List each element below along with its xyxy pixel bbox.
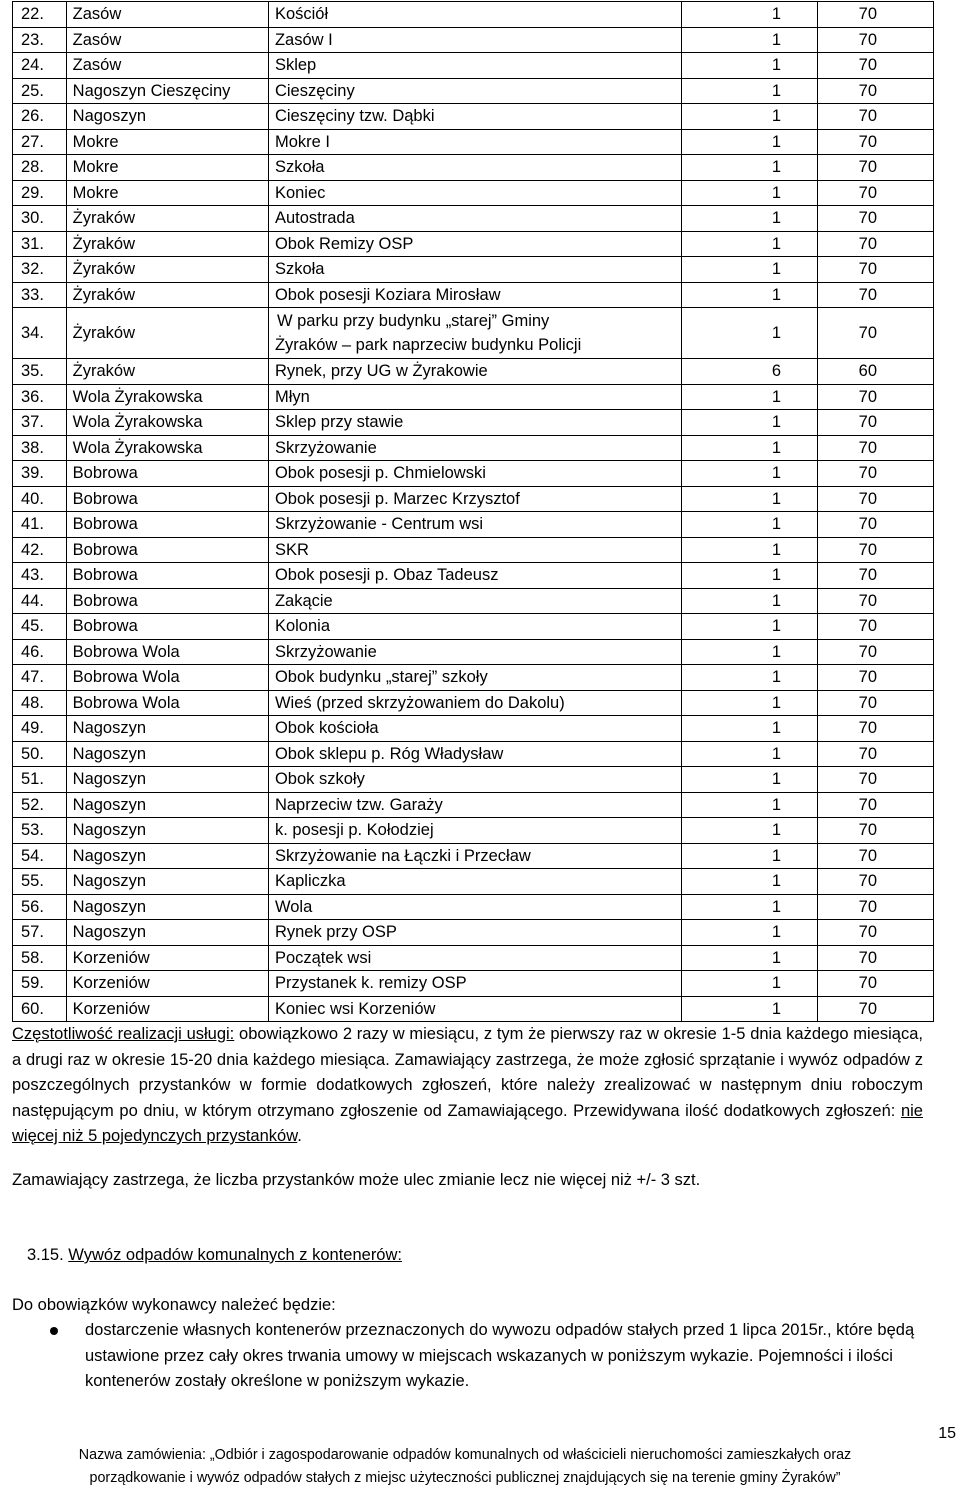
row-number: 53. [13,818,67,844]
row-number: 42. [13,537,67,563]
row-locality: Nagoszyn [66,104,268,130]
row-locality: Zasów [66,53,268,79]
row-stop-location: Początek wsi [268,945,681,971]
row-count: 1 [681,53,817,79]
frequency-text: obowiązkowo 2 razy w miesiącu, z tym że pierwszy raz w okresie 1-5 dnia każdego miesiąca, a drugi raz w okresie 15-20 dnia każdego miesiąca. Zamawiający zastrzega, że może zgłosić sprzątanie i wywóz odpadów z poszczególnych przystanków w formie dodatkowych zgłoszeń, które należy zrealizować w następnym dniu roboczym następującym po dniu, w którym otrzymano zgłoszenie od Zamawiającego. Przewidywana ilość dodatkowych zgłoszeń: [12,1025,923,1120]
section-number: 3.15. [27,1246,64,1264]
table-row [13,588,934,614]
table-row [13,486,934,512]
row-count: 1 [681,588,817,614]
row-number: 50. [13,741,67,767]
table-row [13,129,934,155]
row-stop-location: Obok sklepu p. Róg Władysław [268,741,681,767]
table-row [13,741,934,767]
row-number: 57. [13,920,67,946]
row-count: 1 [681,231,817,257]
table-row [13,231,934,257]
row-distance: 70 [818,945,934,971]
row-count: 1 [681,920,817,946]
row-locality: Mokre [66,155,268,181]
row-stop-location: Skrzyżowanie - Centrum wsi [268,512,681,538]
row-count: 6 [681,359,817,385]
row-locality: Zasów [66,2,268,28]
row-stop-location: Szkoła [268,155,681,181]
frequency-end: . [297,1127,302,1145]
row-locality: Korzeniów [66,945,268,971]
row-stop-location: Autostrada [268,206,681,232]
row-distance: 70 [818,920,934,946]
row-locality: Bobrowa Wola [66,690,268,716]
bus-stops-table [12,1,934,1022]
table-row [13,78,934,104]
row-count: 1 [681,537,817,563]
row-distance: 70 [818,537,934,563]
row-locality: Żyraków [66,359,268,385]
row-locality: Bobrowa [66,588,268,614]
page-number: 15 [938,1425,956,1442]
row-distance: 70 [818,384,934,410]
row-number: 36. [13,384,67,410]
row-distance: 70 [818,741,934,767]
row-distance: 70 [818,257,934,283]
row-distance: 70 [818,206,934,232]
table-row [13,2,934,28]
row-number: 59. [13,971,67,997]
row-locality: Żyraków [66,231,268,257]
table-row [13,537,934,563]
table-row [13,512,934,538]
row-locality: Bobrowa [66,537,268,563]
row-stop-location: Koniec [268,180,681,206]
row-stop-location: Obok posesji Koziara Mirosław [268,282,681,308]
row-locality: Korzeniów [66,971,268,997]
row-count: 1 [681,690,817,716]
table-row [13,410,934,436]
row-locality: Żyraków [66,257,268,283]
row-distance: 70 [818,129,934,155]
row-number: 23. [13,27,67,53]
row-distance: 70 [818,665,934,691]
row-locality: Wola Żyrakowska [66,384,268,410]
table-row [13,384,934,410]
row-stop-location: Zakącie [268,588,681,614]
row-stop-location: Obok posesji p. Obaz Tadeusz [268,563,681,589]
table-row [13,818,934,844]
row-count: 1 [681,2,817,28]
row-locality: Nagoszyn [66,894,268,920]
row-number: 47. [13,665,67,691]
table-row [13,767,934,793]
row-distance: 70 [818,818,934,844]
row-stop-location: Rynek, przy UG w Żyrakowie [268,359,681,385]
row-locality: Wola Żyrakowska [66,435,268,461]
table-row [13,104,934,130]
row-number: 25. [13,78,67,104]
table-row [13,920,934,946]
row-stop-location: Obok posesji p. Marzec Krzysztof [268,486,681,512]
row-count: 1 [681,563,817,589]
row-locality: Bobrowa [66,614,268,640]
duties-list [12,1318,924,1395]
row-number: 39. [13,461,67,487]
table-row [13,639,934,665]
footer-line-1: Nazwa zamówienia: „Odbiór i zagospodarowanie odpadów komunalnych od właścicieli nieruchomości zamieszkałych oraz [78,1447,852,1463]
row-locality: Zasów [66,27,268,53]
row-count: 1 [681,410,817,436]
row-locality: Bobrowa Wola [66,639,268,665]
row-distance: 70 [818,767,934,793]
row-distance: 60 [818,359,934,385]
table-row [13,359,934,385]
row-distance: 70 [818,639,934,665]
row-number: 52. [13,792,67,818]
row-count: 1 [681,512,817,538]
row-number: 48. [13,690,67,716]
row-locality: Mokre [66,129,268,155]
row-count: 1 [681,665,817,691]
table-row [13,435,934,461]
row-stop-location: Zasów I [268,27,681,53]
row-number: 41. [13,512,67,538]
row-stop-location [268,308,681,359]
row-locality: Nagoszyn [66,792,268,818]
row-locality: Nagoszyn [66,741,268,767]
row-count: 1 [681,767,817,793]
row-number: 30. [13,206,67,232]
row-distance: 70 [818,588,934,614]
row-count: 1 [681,435,817,461]
table-row [13,716,934,742]
row-locality: Żyraków [66,206,268,232]
row-number: 35. [13,359,67,385]
row-stop-location: Sklep przy stawie [268,410,681,436]
row-number: 51. [13,767,67,793]
row-locality: Bobrowa Wola [66,665,268,691]
row-number: 49. [13,716,67,742]
table-row [13,665,934,691]
row-number: 38. [13,435,67,461]
row-number: 37. [13,410,67,436]
table-row [13,206,934,232]
stops-change-note: Zamawiający zastrzega, że liczba przystanków może ulec zmianie lecz nie więcej niż +/- 3 szt. [12,1171,701,1189]
row-distance: 70 [818,53,934,79]
row-distance: 70 [818,869,934,895]
row-number: 45. [13,614,67,640]
row-stop-location: Obok Remizy OSP [268,231,681,257]
row-number: 56. [13,894,67,920]
row-stop-location: Wola [268,894,681,920]
duty-text: dostarczenie własnych kontenerów przeznaczonych do wywozu odpadów stałych przed 1 lipca 2015r., które będą ustawione przez cały okres trwania umowy w miejscach wskazanych w poniższym wykazie. Pojemności i ilości kontenerów zostały określone w poniższym wykazie. [85,1321,915,1390]
row-count: 1 [681,78,817,104]
row-stop-line-2: Żyraków – park naprzeciw budynku Policji [274,336,582,354]
row-stop-location: Obok budynku „starej” szkoły [268,665,681,691]
row-number: 58. [13,945,67,971]
row-locality: Nagoszyn [66,716,268,742]
row-distance: 70 [818,971,934,997]
row-count: 1 [681,384,817,410]
row-count: 1 [681,894,817,920]
row-stop-location: Skrzyżowanie [268,639,681,665]
row-count: 1 [681,818,817,844]
row-stop-location: Obok posesji p. Chmielowski [268,461,681,487]
table-row [13,894,934,920]
row-locality: Bobrowa [66,486,268,512]
row-count: 1 [681,155,817,181]
row-locality: Żyraków [66,308,268,359]
table-row [13,563,934,589]
row-stop-location: Naprzeciw tzw. Garaży [268,792,681,818]
row-distance: 70 [818,792,934,818]
row-locality: Bobrowa [66,512,268,538]
row-stop-location: Obok kościoła [268,716,681,742]
row-locality: Nagoszyn [66,869,268,895]
row-count: 1 [681,843,817,869]
row-count: 1 [681,792,817,818]
footer-line-2: porządkowanie i wywóz odpadów stałych z miejsc użyteczności publicznej znajdujących się na terenie gminy Żyraków” [89,1470,841,1486]
row-stop-location: Cieszęciny tzw. Dąbki [268,104,681,130]
table-row [13,792,934,818]
row-distance: 70 [818,843,934,869]
row-distance: 70 [818,231,934,257]
table-row [13,945,934,971]
table-row [13,843,934,869]
table-row [13,282,934,308]
row-number: 31. [13,231,67,257]
row-stop-line-1: W parku przy budynku „starej” Gminy [276,312,550,330]
row-distance: 70 [818,690,934,716]
additional-requests-limit: nie więcej niż 5 pojedynczych przystanków [12,1101,923,1145]
table-row [13,53,934,79]
row-count: 1 [681,869,817,895]
row-number: 26. [13,104,67,130]
row-locality: Nagoszyn [66,920,268,946]
row-stop-location: Młyn [268,384,681,410]
row-number: 27. [13,129,67,155]
row-distance: 70 [818,410,934,436]
row-count: 1 [681,461,817,487]
row-number: 34. [13,308,67,359]
row-number: 33. [13,282,67,308]
row-count: 1 [681,945,817,971]
row-count: 1 [681,27,817,53]
table-row [13,869,934,895]
footer [0,1444,930,1490]
row-distance: 70 [818,996,934,1022]
row-count: 1 [681,180,817,206]
row-count: 1 [681,639,817,665]
row-stop-location: SKR [268,537,681,563]
frequency-paragraph [12,1022,923,1150]
row-count: 1 [681,308,817,359]
row-distance: 70 [818,282,934,308]
row-count: 1 [681,257,817,283]
frequency-label: Częstotliwość realizacji usługi: [12,1025,235,1043]
row-distance: 70 [818,78,934,104]
row-number: 44. [13,588,67,614]
row-number: 55. [13,869,67,895]
row-locality: Wola Żyrakowska [66,410,268,436]
table-row [13,996,934,1022]
row-locality: Bobrowa [66,563,268,589]
row-locality: Mokre [66,180,268,206]
row-distance: 70 [818,486,934,512]
row-distance: 70 [818,716,934,742]
table-row [13,180,934,206]
table-row [13,461,934,487]
row-distance: 70 [818,614,934,640]
row-stop-location: k. posesji p. Kołodziej [268,818,681,844]
table-row [13,27,934,53]
row-number: 60. [13,996,67,1022]
row-locality: Żyraków [66,282,268,308]
table-row [13,614,934,640]
duties-intro: Do obowiązków wykonawcy należeć będzie: [12,1296,336,1314]
row-stop-location: Obok szkoły [268,767,681,793]
row-number: 28. [13,155,67,181]
row-count: 1 [681,716,817,742]
section-heading [12,1243,402,1267]
table-row [13,257,934,283]
row-stop-location: Koniec wsi Korzeniów [268,996,681,1022]
row-number: 32. [13,257,67,283]
row-stop-location: Cieszęciny [268,78,681,104]
row-count: 1 [681,206,817,232]
table-row [13,155,934,181]
row-count: 1 [681,104,817,130]
row-stop-location: Rynek przy OSP [268,920,681,946]
row-number: 29. [13,180,67,206]
row-stop-location: Mokre I [268,129,681,155]
row-stop-location: Szkoła [268,257,681,283]
row-stop-location: Skrzyżowanie na Łączki i Przecław [268,843,681,869]
row-number: 54. [13,843,67,869]
row-number: 22. [13,2,67,28]
table-row [13,308,934,359]
row-number: 40. [13,486,67,512]
row-count: 1 [681,282,817,308]
row-count: 1 [681,614,817,640]
row-distance: 70 [818,155,934,181]
row-stop-location: Kapliczka [268,869,681,895]
row-distance: 70 [818,308,934,359]
row-distance: 70 [818,180,934,206]
row-count: 1 [681,129,817,155]
row-stop-location: Wieś (przed skrzyżowaniem do Dakolu) [268,690,681,716]
row-distance: 70 [818,27,934,53]
row-distance: 70 [818,435,934,461]
bullet-icon [50,1327,58,1335]
row-locality: Korzeniów [66,996,268,1022]
row-count: 1 [681,741,817,767]
row-distance: 70 [818,2,934,28]
row-count: 1 [681,996,817,1022]
list-item [12,1318,924,1395]
row-stop-location: Sklep [268,53,681,79]
row-distance: 70 [818,512,934,538]
row-distance: 70 [818,461,934,487]
section-title: Wywóz odpadów komunalnych z kontenerów: [68,1246,402,1264]
row-locality: Nagoszyn [66,818,268,844]
row-locality: Nagoszyn [66,843,268,869]
row-locality: Nagoszyn Cieszęciny [66,78,268,104]
row-number: 24. [13,53,67,79]
table-row [13,971,934,997]
row-distance: 70 [818,563,934,589]
row-count: 1 [681,971,817,997]
row-locality: Nagoszyn [66,767,268,793]
row-number: 46. [13,639,67,665]
row-stop-location: Kościół [268,2,681,28]
bus-stops-table-body [13,2,934,1022]
row-distance: 70 [818,104,934,130]
row-stop-location: Kolonia [268,614,681,640]
row-distance: 70 [818,894,934,920]
row-stop-location: Skrzyżowanie [268,435,681,461]
row-count: 1 [681,486,817,512]
table-row [13,690,934,716]
row-number: 43. [13,563,67,589]
row-locality: Bobrowa [66,461,268,487]
row-stop-location: Przystanek k. remizy OSP [268,971,681,997]
